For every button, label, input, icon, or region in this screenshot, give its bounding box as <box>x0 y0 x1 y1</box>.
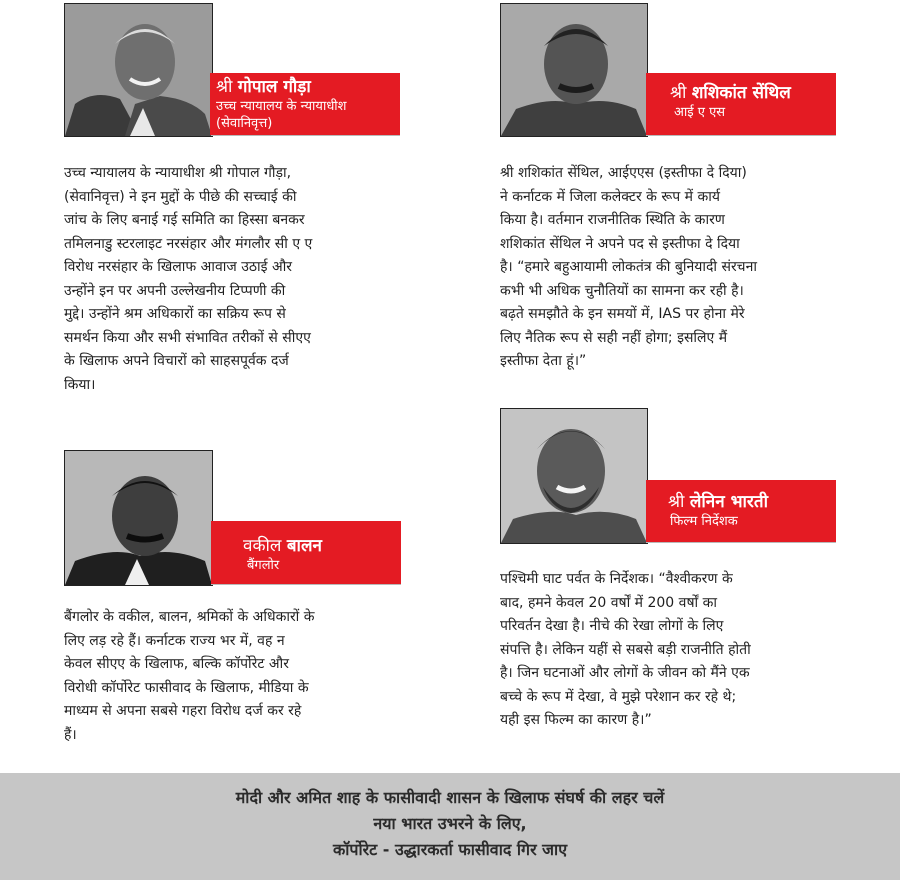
bio-balan <box>64 606 404 747</box>
bio-line: विरोध नरसंहार के खिलाफ आवाज उठाई और <box>64 259 293 275</box>
banner-balan <box>211 521 401 584</box>
bio-line: जांच के लिए बनाई गई समिति का हिस्सा बनकर <box>64 212 305 228</box>
bio-line: उच्च न्यायालय के न्यायाधीश श्री गोपाल गौड़ा, <box>64 165 292 181</box>
divider <box>646 542 836 543</box>
footer-slogan <box>0 773 900 880</box>
bio-line: माध्यम से अपना सबसे गहरा विरोध दर्ज कर रहे <box>64 703 302 719</box>
profile-name: श्री शशिकांत सेंथिल <box>670 83 791 103</box>
bio-line: पश्चिमी घाट पर्वत के निर्देशक। “वैश्वीकरण के <box>500 571 733 587</box>
bio-line: किया। <box>64 376 96 393</box>
bio-line: बैंगलोर के वकील, बालन, श्रमिकों के अधिकारों के <box>64 609 315 625</box>
bio-line: केवल सीएए के खिलाफ, बल्कि कॉर्पोरेट और <box>64 656 289 672</box>
photo-balan <box>64 450 213 586</box>
bio-line: किया है। वर्तमान राजनीतिक स्थिति के कारण <box>500 212 725 228</box>
bio-sasikanth-senthil <box>500 162 840 374</box>
profile-role: फिल्म निर्देशक <box>670 514 738 529</box>
divider <box>646 135 836 136</box>
bio-line: बच्चे के रूप में देखा, वे मुझे परेशान कर रहे थे; <box>500 688 737 705</box>
bio-line: शशिकांत सेंथिल ने अपने पद से इस्तीफा दे दिया <box>500 235 740 252</box>
bio-line: तमिलनाडु स्टरलाइट नरसंहार और मंगलौर सी ए ए <box>64 235 313 252</box>
bio-line: परिवर्तन देखा है। नीचे की रेखा लोगों के लिए <box>500 618 724 634</box>
bio-line: है। “हमारे बहुआयामी लोकतंत्र की बुनियादी संरचना <box>500 259 757 275</box>
profile-role: उच्च न्यायालय के न्यायाधीश <box>216 99 347 114</box>
profile-role-2: (सेवानिवृत्त) <box>216 116 273 131</box>
profile-name: श्री गोपाल गौड़ा <box>216 77 311 97</box>
bio-line: उन्होंने इन पर अपनी उल्लेखनीय टिप्पणी की <box>64 282 286 299</box>
divider <box>211 584 401 585</box>
profile-name: वकील बालन <box>243 536 322 556</box>
portrait-icon <box>501 4 647 136</box>
profile-role: बैंगलोर <box>247 558 280 573</box>
bio-line: है। जिन घटनाओं और लोगों के जीवन को मैंने एक <box>500 665 750 681</box>
banner-gopal-gowda <box>210 73 400 135</box>
banner-lenin-bharathi <box>646 480 836 542</box>
bio-line: बढ़ते समझौते के इन समयों में, IAS पर होना मेरे <box>500 306 745 322</box>
photo-sasikanth-senthil <box>500 3 648 137</box>
bio-line: ने कर्नाटक में जिला कलेक्टर के रूप में कार्य <box>500 188 720 205</box>
bio-gopal-gowda <box>64 162 404 397</box>
bio-line: श्री शशिकांत सेंथिल, आईएएस (इस्तीफा दे दिया) <box>500 165 747 181</box>
slogan-line-2: नया भारत उभरने के लिए, <box>373 814 527 833</box>
divider <box>211 135 400 136</box>
bio-line: विरोधी कॉर्पोरेट फासीवाद के खिलाफ, मीडिया के <box>64 679 309 696</box>
bio-lenin-bharathi <box>500 568 840 733</box>
profile-role: आई ए एस <box>674 105 726 120</box>
portrait-icon <box>65 451 212 585</box>
bio-line: (सेवानिवृत्त) ने इन मुद्दों के पीछे की सच्चाई की <box>64 188 297 205</box>
portrait-icon <box>65 4 212 136</box>
bio-line: समर्थन किया और सभी संभावित तरीकों से सीएए <box>64 329 311 346</box>
banner-sasikanth-senthil <box>646 73 836 135</box>
photo-lenin-bharathi <box>500 408 648 544</box>
bio-line: हैं। <box>64 726 77 743</box>
bio-line: लिए नैतिक रूप से सही नहीं होगा; इसलिए मैं <box>500 329 728 346</box>
bio-line: मुद्दे। उन्होंने श्रम अधिकारों का सक्रिय रूप से <box>64 306 286 322</box>
bio-line: यही इस फिल्म का कारण है।” <box>500 712 652 728</box>
photo-gopal-gowda <box>64 3 213 137</box>
profile-name: श्री लेनिन भारती <box>668 492 768 512</box>
slogan-line-3: कॉर्पोरेट - उद्धारकर्ता फासीवाद गिर जाए <box>332 840 568 859</box>
bio-line: बाद, हमने केवल 20 वर्षों में 200 वर्षों का <box>500 594 717 611</box>
bio-line: कभी भी अधिक चुनौतियों का सामना कर रही है। <box>500 282 744 299</box>
bio-line: लिए लड़ रहे हैं। कर्नाटक राज्य भर में, वह न <box>64 632 285 649</box>
bio-line: इस्तीफा देता हूं।” <box>500 353 587 369</box>
portrait-icon <box>501 409 647 543</box>
bio-line: संपत्ति है। लेकिन यहीं से सबसे बड़ी राजनीति होती <box>500 641 751 658</box>
slogan-line-1: मोदी और अमित शाह के फासीवादी शासन के खिलाफ संघर्ष की लहर चलें <box>235 788 665 807</box>
bio-line: के खिलाफ अपने विचारों को साहसपूर्वक दर्ज <box>64 353 289 369</box>
